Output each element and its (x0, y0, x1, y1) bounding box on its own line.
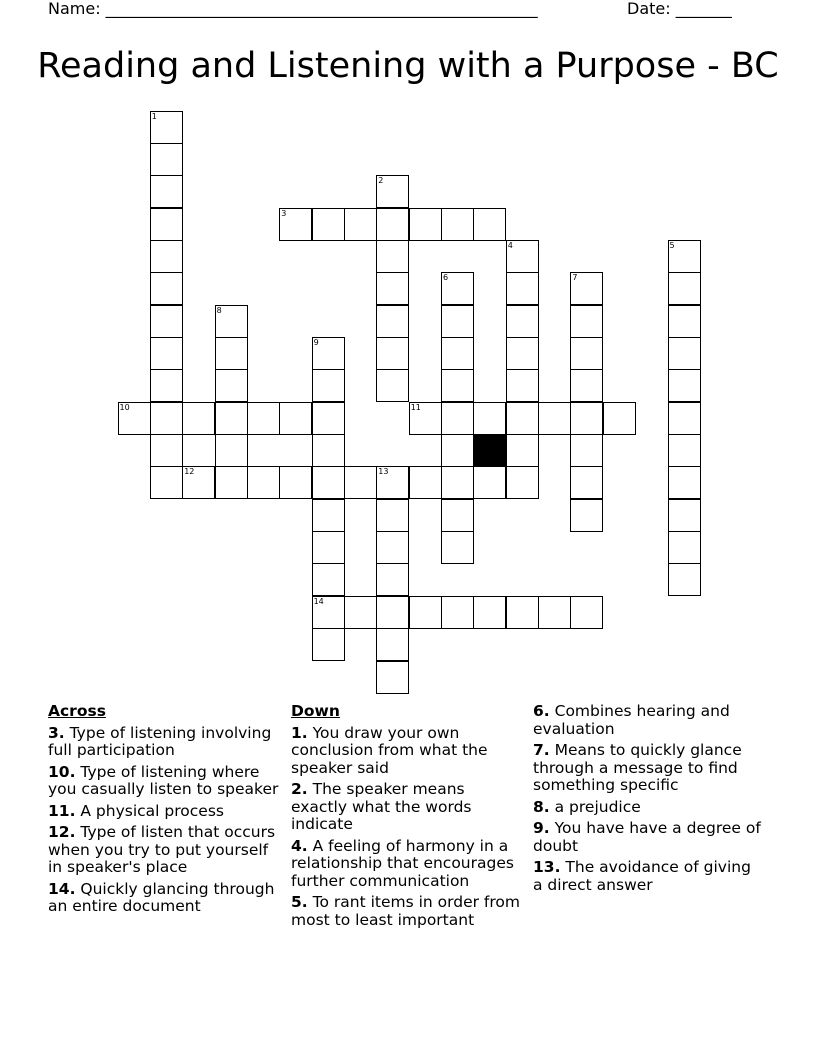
grid-cell[interactable] (215, 369, 248, 402)
grid-cell[interactable] (538, 596, 571, 629)
black-square (473, 434, 506, 467)
clue-number: 2. (291, 780, 308, 798)
grid-cell[interactable] (150, 208, 183, 241)
grid-cell[interactable] (150, 402, 183, 435)
cell-number: 8 (216, 305, 222, 315)
clue-text: A feeling of harmony in a relationship that encourages further communication (291, 836, 514, 890)
down-clues-continued (533, 703, 765, 898)
puzzle-title: Reading and Listening with a Purpose - BC (37, 46, 779, 86)
clue-number: 7. (533, 741, 550, 759)
grid-cell[interactable] (570, 369, 603, 402)
grid-cell[interactable] (506, 434, 539, 467)
grid-cell[interactable] (312, 466, 345, 499)
grid-cell[interactable] (150, 111, 183, 144)
grid-cell[interactable] (473, 596, 506, 629)
grid-cell[interactable] (506, 305, 539, 338)
clue-text: The speaker means exactly what the words indicate (291, 780, 472, 833)
clue-down-9 (533, 820, 765, 855)
clue-across-3 (48, 725, 280, 760)
grid-cell[interactable] (182, 466, 215, 499)
clue-number: 1. (291, 723, 308, 742)
grid-cell[interactable] (570, 305, 603, 338)
grid-cell[interactable] (506, 466, 539, 499)
clue-number: 10. (48, 762, 76, 781)
grid-cell[interactable] (150, 143, 183, 176)
clue-down-1 (291, 725, 523, 778)
clue-down-2 (291, 781, 523, 834)
grid-cell[interactable] (409, 466, 442, 499)
clue-number: 4. (291, 836, 308, 855)
clue-text: A physical process (80, 801, 224, 820)
grid-cell[interactable] (473, 466, 506, 499)
grid-cell[interactable] (668, 531, 701, 564)
grid-cell[interactable] (376, 208, 409, 241)
grid-cell[interactable] (668, 466, 701, 499)
clue-text: The avoidance of giving a direct answer (533, 858, 751, 894)
grid-cell[interactable] (668, 402, 701, 435)
cell-number: 9 (313, 338, 319, 347)
clue-text: Means to quickly glance through a message to find something specific (533, 741, 742, 794)
grid-cell[interactable] (215, 466, 248, 499)
cell-number: 14 (313, 596, 324, 606)
grid-cell[interactable] (668, 369, 701, 402)
across-heading: Across (48, 702, 106, 720)
cell-number: 3 (281, 208, 287, 218)
grid-cell[interactable] (376, 240, 409, 273)
clue-text: Type of listening involving full participation (48, 723, 272, 759)
grid-cell[interactable] (570, 272, 603, 305)
grid-cell[interactable] (473, 208, 506, 241)
grid-cell[interactable] (312, 628, 345, 661)
grid-cell[interactable] (441, 402, 474, 435)
grid-cell[interactable] (150, 240, 183, 273)
down-heading: Down (291, 702, 340, 720)
clue-down-7 (533, 742, 765, 795)
clue-text: You draw your own conclusion from what the speaker said (291, 723, 488, 777)
grid-cell[interactable] (570, 402, 603, 435)
grid-cell[interactable] (441, 531, 474, 564)
grid-cell[interactable] (376, 305, 409, 338)
grid-cell[interactable] (312, 499, 345, 532)
grid-cell[interactable] (150, 272, 183, 305)
grid-cell[interactable] (668, 434, 701, 467)
grid-cell[interactable] (215, 337, 248, 370)
grid-cell[interactable] (668, 563, 701, 596)
cell-number: 7 (572, 273, 578, 283)
clue-across-12 (48, 824, 280, 877)
grid-cell[interactable] (570, 337, 603, 370)
grid-cell[interactable] (506, 402, 539, 435)
grid-cell[interactable] (441, 337, 474, 370)
cell-number: 1 (151, 111, 157, 121)
grid-cell[interactable] (215, 402, 248, 435)
down-clues (291, 703, 523, 933)
clue-number: 12. (48, 823, 76, 841)
grid-cell[interactable] (570, 596, 603, 629)
grid-cell[interactable] (182, 402, 215, 435)
grid-cell[interactable] (376, 175, 409, 208)
clue-text: To rant items in order from most to least important (291, 893, 520, 929)
grid-cell[interactable] (441, 369, 474, 402)
clue-down-8 (533, 799, 765, 817)
grid-cell[interactable] (668, 337, 701, 370)
grid-cell[interactable] (312, 208, 345, 241)
grid-cell[interactable] (409, 402, 442, 435)
cell-number: 11 (410, 402, 421, 412)
grid-cell[interactable] (668, 305, 701, 338)
grid-cell[interactable] (312, 596, 345, 629)
grid-cell[interactable] (150, 369, 183, 402)
cell-number: 5 (669, 240, 675, 250)
grid-cell[interactable] (506, 369, 539, 402)
grid-cell[interactable] (570, 499, 603, 532)
grid-cell[interactable] (118, 402, 151, 435)
grid-cell[interactable] (603, 402, 636, 435)
clue-text: Type of listening where you casually listen to speaker (48, 762, 279, 798)
clue-across-11 (48, 803, 280, 821)
grid-cell[interactable] (279, 208, 312, 241)
clue-text: Quickly glancing through an entire document (48, 879, 275, 915)
grid-cell[interactable] (441, 499, 474, 532)
cell-number: 6 (443, 273, 449, 283)
grid-cell[interactable] (441, 272, 474, 305)
grid-cell[interactable] (312, 369, 345, 402)
grid-cell[interactable] (344, 208, 377, 241)
grid-cell[interactable] (150, 434, 183, 467)
grid-cell[interactable] (441, 466, 474, 499)
clue-down-4 (291, 838, 523, 891)
grid-cell[interactable] (312, 531, 345, 564)
grid-cell[interactable] (668, 499, 701, 532)
clue-down-13 (533, 859, 765, 894)
grid-cell[interactable] (376, 272, 409, 305)
grid-cell[interactable] (506, 596, 539, 629)
grid-cell[interactable] (376, 369, 409, 402)
grid-cell[interactable] (312, 434, 345, 467)
cell-number: 12 (184, 467, 195, 477)
clue-number: 3. (48, 723, 65, 742)
grid-cell[interactable] (506, 337, 539, 370)
grid-cell[interactable] (376, 661, 409, 694)
cell-number: 2 (378, 176, 384, 186)
grid-cell[interactable] (441, 434, 474, 467)
grid-cell[interactable] (215, 434, 248, 467)
grid-cell[interactable] (376, 596, 409, 629)
clue-across-14 (48, 881, 280, 916)
across-clues (48, 703, 280, 920)
grid-cell[interactable] (506, 272, 539, 305)
name-line: Name: ______________________________________________________ (48, 0, 538, 18)
grid-cell[interactable] (150, 466, 183, 499)
grid-cell[interactable] (312, 337, 345, 370)
grid-cell[interactable] (668, 272, 701, 305)
grid-cell[interactable] (279, 402, 312, 435)
clue-number: 8. (533, 797, 550, 816)
grid-cell[interactable] (409, 208, 442, 241)
clue-number: 9. (533, 819, 550, 837)
grid-cell[interactable] (247, 466, 280, 499)
grid-cell[interactable] (312, 402, 345, 435)
grid-cell[interactable] (344, 596, 377, 629)
grid-cell[interactable] (215, 305, 248, 338)
cell-number: 4 (507, 240, 513, 250)
grid-cell[interactable] (570, 434, 603, 467)
clue-text: Type of listen that occurs when you try to put yourself in speaker's place (48, 823, 276, 876)
grid-cell[interactable] (376, 628, 409, 661)
grid-cell[interactable] (150, 175, 183, 208)
cell-number: 10 (119, 402, 130, 412)
grid-cell[interactable] (150, 305, 183, 338)
grid-cell[interactable] (376, 466, 409, 499)
clue-text: You have have a degree of doubt (533, 819, 761, 855)
grid-cell[interactable] (312, 563, 345, 596)
clue-text: Combines hearing and evaluation (533, 702, 730, 738)
grid-cell[interactable] (441, 305, 474, 338)
clue-number: 6. (533, 702, 550, 720)
grid-cell[interactable] (409, 596, 442, 629)
grid-cell[interactable] (570, 466, 603, 499)
clue-down-5 (291, 894, 523, 929)
grid-cell[interactable] (150, 337, 183, 370)
grid-cell[interactable] (279, 466, 312, 499)
cell-number: 13 (378, 467, 389, 477)
grid-cell[interactable] (376, 499, 409, 532)
grid-cell[interactable] (344, 466, 377, 499)
clue-down-6 (533, 703, 765, 738)
grid-cell[interactable] (376, 531, 409, 564)
grid-cell[interactable] (668, 240, 701, 273)
clue-number: 5. (291, 893, 308, 911)
grid-cell[interactable] (538, 402, 571, 435)
grid-cell[interactable] (506, 240, 539, 273)
clue-text: a prejudice (554, 797, 641, 816)
grid-cell[interactable] (376, 563, 409, 596)
grid-cell[interactable] (376, 337, 409, 370)
clue-number: 13. (533, 858, 561, 876)
clue-across-10 (48, 764, 280, 799)
grid-cell[interactable] (441, 208, 474, 241)
clue-number: 14. (48, 879, 76, 898)
grid-cell[interactable] (441, 596, 474, 629)
grid-cell[interactable] (247, 402, 280, 435)
grid-cell[interactable] (473, 402, 506, 435)
clue-number: 11. (48, 801, 76, 820)
date-line: Date: _______ (627, 0, 732, 18)
